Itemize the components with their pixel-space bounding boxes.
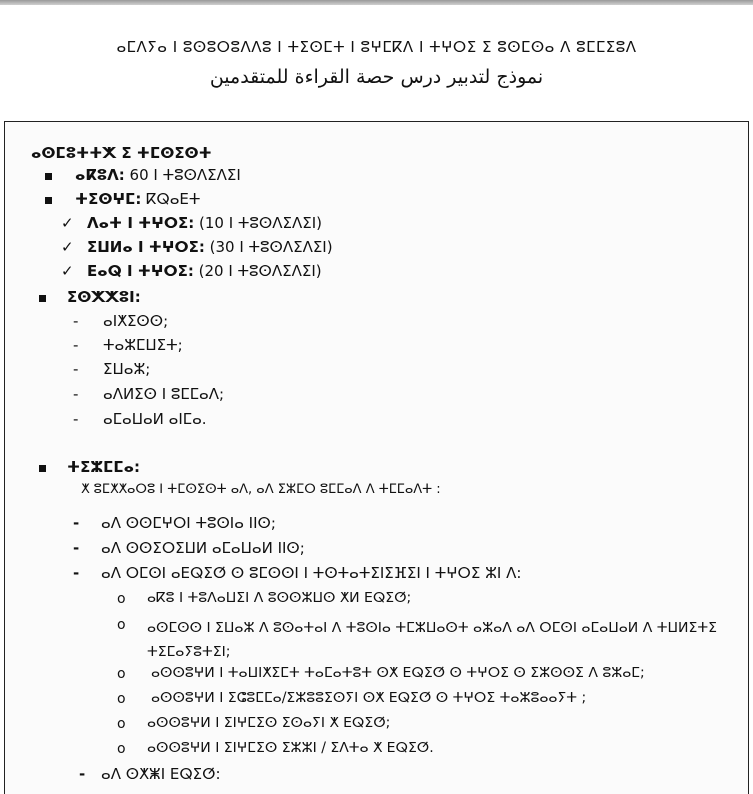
sub-item: ⴰⵙⵎⵙⵙ ⵏ ⵉⵡⴰⵣ ⴷ ⵓⵙⴰⵜⴰⵏ ⴷ ⵜⵓⵙⵏⴰ ⵜⵎⵣⵡⴰⵙⵜ ⴰⵣⴰⴷ ⴰⴷ ⵔⵎⵙⵏ ⴰⵎⴰⵡⴰⵍ ⴷ ⵜⵡⵍⵉⵜⵉ ⵜⵉⵎⴰⵢⵓⵜⵉⵏ; (147, 620, 717, 660)
dash-marker: - (73, 360, 79, 378)
goal-item: ⴰⴷⵍⵉⵙ ⵏ ⵓⵎⵎⴰⴷ; (103, 385, 225, 403)
dash-marker: - (73, 312, 79, 330)
step-item: ⴰⴷ ⵙⵙⵎⵖⵔⵏ ⵜⵓⵙⵏⴰ ⵏⵏⵙ; (101, 514, 276, 532)
structure-label: ⵜⵉⵙⵖⵎ: (75, 190, 142, 208)
sub-item: ⴰⵙⵙⵓⵖⵍ ⵏ ⵜⴰⵡⵏⵅⵉⵎⵜ ⵜⴰⵎⴰⵜⵓⵜ ⵙⵅ ⴹⵕⵉⵚ ⵙ ⵜⵖⵔⵉ ⵙ ⵉⵣⵙⵙⵉ ⴷ ⵓⵣⴰⵎ; (151, 665, 645, 681)
dash-marker: - (79, 765, 86, 783)
sub-item: ⴰⵙⵙⵓⵖⵍ ⵏ ⵉⵏⵖⵎⵉⵙ ⵉⵣⵣⵏ / ⵉⴷⵜⴰ ⵅ ⴹⵕⵉⵚ. (147, 740, 434, 756)
phase-label: ⴹⴰⵕ ⵏ ⵜⵖⵔⵉ: (87, 262, 194, 280)
bullet-icon (39, 465, 46, 472)
circle-marker: o (117, 617, 126, 633)
steps-title: ⵜⵉⵣⵎⵎⴰ: (67, 458, 141, 476)
window-top-edge (0, 0, 753, 5)
dash-marker: - (73, 514, 80, 532)
sub-item: ⴰⵙⵙⵓⵖⵍ ⵏ ⵉⵛⵓⵎⵎⴰ/ⵉⵣⵓⵓⵉⵙⵢⵏ ⵙⵅ ⴹⵕⵉⵚ ⵙ ⵜⵖⵔⵉ ⵜⴰⵣⵓⴰⴰⵢⵜ ; (151, 690, 587, 706)
structure-value: ⴽⵕⴰⴹⵜ (146, 190, 201, 208)
phase-item (87, 262, 322, 280)
steps-intro: ⵅ ⵓⵎⵅⵅⴰⵔⵓ ⵏ ⵜⵎⵙⵉⵙⵜ ⴰⴷ, ⴰⴷ ⵉⵣⵎⵔ ⵓⵎⵎⴰⴷ ⴷ ⵜⵎⵎⴰⴷⵜ : (81, 482, 441, 497)
bullet-icon (45, 197, 52, 204)
circle-marker: o (117, 591, 126, 607)
time-item (75, 166, 241, 184)
sub-item: ⴰⵙⵙⵓⵖⵍ ⵏ ⵉⵏⵖⵎⵉⵙ ⵉⵙⴰⵢⵏ ⵅ ⴹⵕⵉⵚ; (147, 715, 391, 731)
dash-marker: - (73, 336, 79, 354)
page-title-arabic: نموذج لتدبير درس حصة القراءة للمتقدمين (209, 66, 544, 88)
phase-item (87, 214, 322, 232)
circle-marker: o (117, 716, 126, 732)
circle-marker: o (117, 741, 126, 757)
goal-item: ⵉⵡⴰⵣ; (103, 360, 151, 378)
lesson-plan-box (4, 121, 749, 794)
checkmark-icon: ✓ (61, 214, 74, 232)
circle-marker: o (117, 691, 126, 707)
goal-item: ⴰⵎⴰⵡⴰⵍ ⴰⵏⵎⴰ. (103, 410, 207, 428)
time-label: ⴰⴽⵓⴷ: (75, 166, 125, 184)
step-item-last: ⴰⴷ ⵙⵅⵥⵏ ⴹⵕⵉⵚ: (101, 765, 221, 783)
checkmark-icon: ✓ (61, 262, 74, 280)
dash-marker: - (73, 564, 80, 582)
dash-marker: - (73, 539, 80, 557)
step-item: ⴰⴷ ⵔⵎⵙⵏ ⴰⴹⵕⵉⵚ ⵙ ⵓⵎⵙⵙⵏ ⵏ ⵜⵙⵜⴰⵜⵉⵏⵉⴼⵉⵏ ⵏ ⵜⵖⵔⵉ ⵣⵏ ⴷ: (101, 564, 522, 582)
section-title-intro: ⴰⵙⵎⵓⵜⵜⵅ ⵉ ⵜⵎⵙⵉⵙⵜ (31, 144, 212, 162)
goal-item: ⵜⴰⵣⵎⵡⵉⵜ; (103, 336, 183, 354)
phase-item (87, 238, 333, 256)
step-item: ⴰⴷ ⵙⵙⵉⵔⵉⵡⵍ ⴰⵎⴰⵡⴰⵍ ⵏⵏⵙ; (101, 539, 305, 557)
dash-marker: - (73, 410, 79, 428)
sub-item: ⴰⴽⵓ ⵏ ⵜⵓⴷⴰⵡⵉⵏ ⴷ ⵓⵙⵙⵣⵡⵙ ⵅⵍ ⴹⵕⵉⵚ; (147, 590, 412, 606)
phase-label: ⴷⴰⵜ ⵏ ⵜⵖⵔⵉ: (87, 214, 195, 232)
time-value: 60 ⵏ ⵜⵓⵙⴷⵉⴷⵉⵏ (129, 166, 241, 184)
phase-duration: (30 ⵏ ⵜⵓⵙⴷⵉⴷⵉⵏ) (209, 238, 333, 256)
goals-title: ⵉⵙⵅⵅⵓⵏ: (67, 288, 141, 306)
phase-label: ⵉⵡⵍⴰ ⵏ ⵜⵖⵔⵉ: (87, 238, 205, 256)
dash-marker: - (73, 385, 79, 403)
phase-duration: (10 ⵏ ⵜⵓⵙⴷⵉⴷⵉⵏ) (199, 214, 322, 232)
phase-duration: (20 ⵏ ⵜⵓⵙⴷⵉⴷⵉⵏ) (198, 262, 322, 280)
bullet-icon (39, 295, 46, 302)
structure-item (75, 190, 200, 208)
circle-marker: o (117, 666, 126, 682)
page-title-tifinagh: ⴰⵎⴷⵢⴰ ⵏ ⵓⵙⵓⵔⵓⴷⴷⵓ ⵏ ⵜⵉⵙⵎⵜ ⵏ ⵓⵖⵎⴽⴷ ⵏ ⵜⵖⵔⵉ ⵉ ⵓⵙⵎⵙⴰ ⴷ ⵓⵎⵎⵉⵓⴷ (116, 38, 637, 56)
checkmark-icon: ✓ (61, 238, 74, 256)
goal-item: ⴰⵏⵅⵉⵙⵙ; (103, 312, 169, 330)
bullet-icon (45, 173, 52, 180)
